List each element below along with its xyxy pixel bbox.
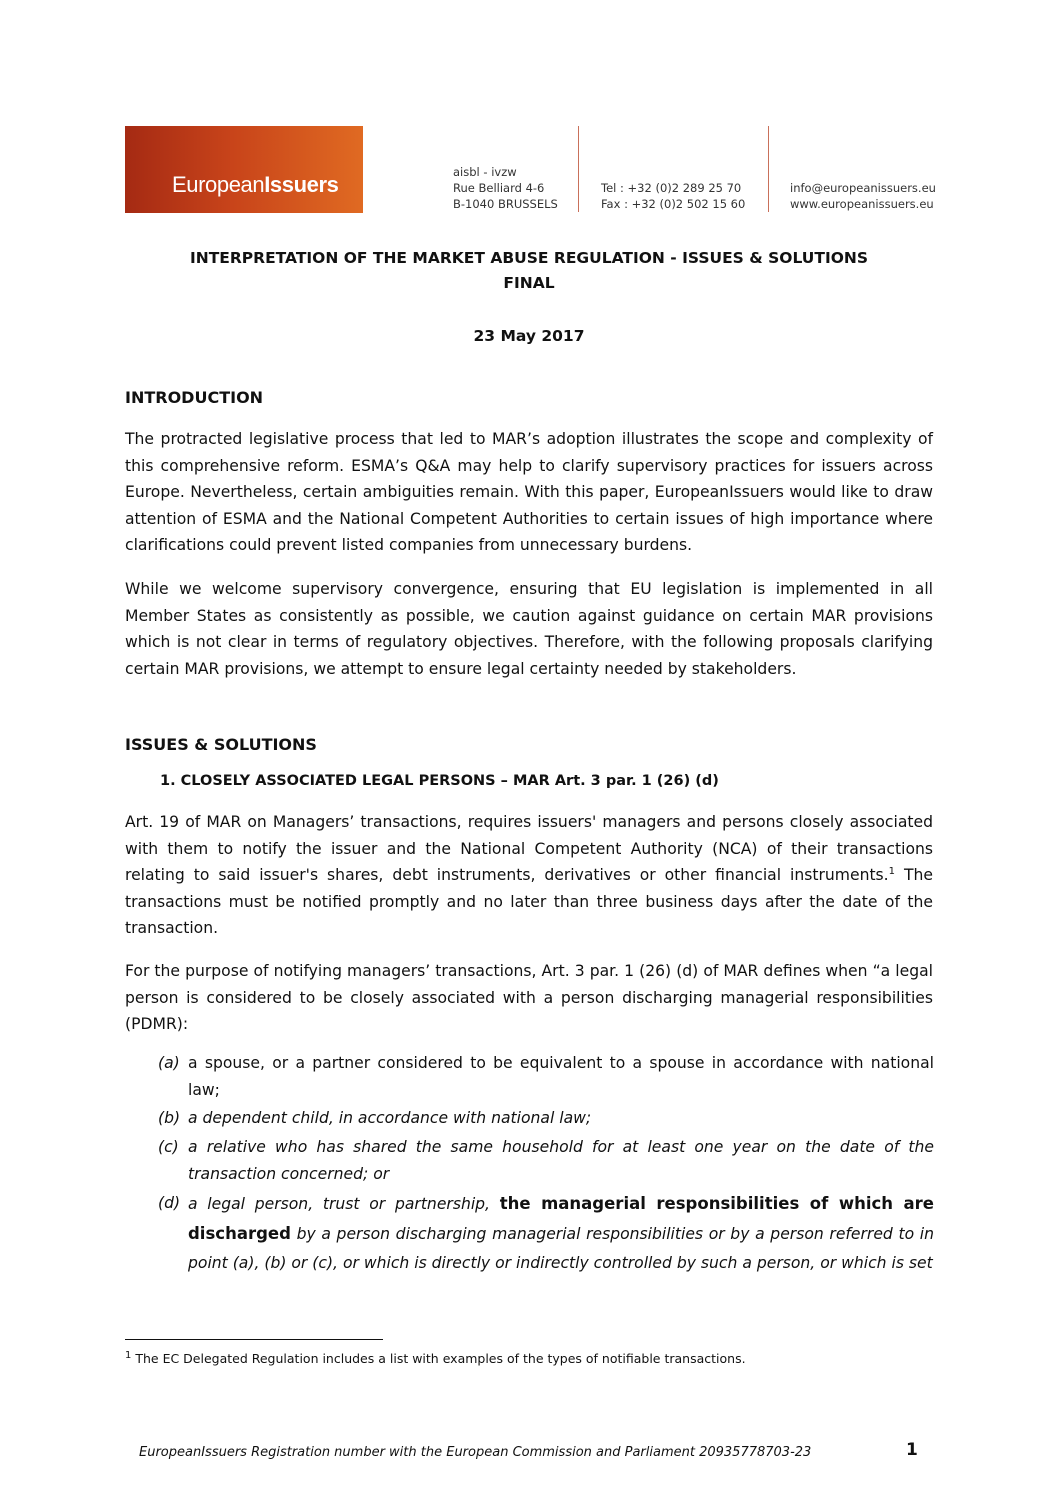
intro-paragraph-2: While we welcome supervisory convergence, ensuring that EU legislation is implemented in all Member States as consistently as possible, we caution against guidance on certain MAR provisions which is not clear in terms of regulatory objectives. Therefore, with the following proposals clarifying certain MAR provisions, we attempt to ensure legal certainty needed by stakeholders. [125,580,933,678]
list-text: a spouse, or a partner considered to be equivalent to a spouse in accordance with national law; [188,1054,934,1099]
list-item [158,1189,934,1278]
footnote [125,1351,746,1366]
header-divider [578,126,579,212]
footnote-text: The EC Delegated Regulation includes a list with examples of the types of notifiable transactions. [131,1351,746,1366]
section-heading-introduction: INTRODUCTION [125,388,264,407]
paragraph-text-cont: The transactions must be notified promptly and no later than three business days after the date of the transaction. [125,866,933,938]
header-divider [768,126,769,212]
email-link[interactable]: info@europeanissuers.eu [790,181,936,195]
section-heading-issues: ISSUES & SOLUTIONS [125,735,317,754]
european-issuers-logo [125,126,363,213]
website-link[interactable]: www.europeanissuers.eu [790,197,934,211]
address-line: B-1040 BRUSSELS [453,197,558,211]
list-text [188,1189,934,1278]
footnote-number: 1 [125,1349,132,1361]
list-label: (d) [158,1194,181,1212]
document-status: FINAL [503,274,555,292]
logo-text: EuropeanIssuers [172,172,339,197]
emphasis-text: the managerial responsibilities of which are discharged [188,1194,934,1243]
footnote-ref[interactable]: 1 [888,866,896,877]
phone-line: Tel : +32 (0)2 289 25 70 [601,181,742,195]
list-text: a dependent child, in accordance with national law; [188,1109,592,1127]
list-label: (a) [158,1054,180,1072]
list-item [158,1134,934,1188]
document-title: INTERPRETATION OF THE MARKET ABUSE REGULATION - ISSUES & SOLUTIONS [189,249,869,267]
page-footer: EuropeanIssuers Registration number with the European Commission and Parliament 20935778703-23 [139,1445,812,1460]
address-line: aisbl - ivzw [453,165,517,179]
document-date: 23 May 2017 [473,327,585,345]
issues-paragraph-2: For the purpose of notifying managers’ transactions, Art. 3 par. 1 (26) (d) of MAR defines when “a legal person is considered to be closely associated with a person discharging managerial responsibilities (PDMR): [125,962,933,1034]
intro-paragraph-1: The protracted legislative process that led to MAR’s adoption illustrates the scope and complexity of this comprehensive reform. ESMA’s Q&A may help to clarify supervisory practices for issuers across Europe. Nevertheless, certain ambiguities remain. With this paper, EuropeanIssuers would like to draw attention of ESMA and the National Competent Authorities to certain issues of high importance where clarifications could prevent listed companies from unnecessary burdens. [125,430,933,555]
issues-paragraph-1 [125,809,933,942]
phone-block [601,180,745,212]
contact-block [790,180,936,212]
fax-line: Fax : +32 (0)2 502 15 60 [601,197,746,211]
footnote-separator [125,1339,383,1340]
page-number: 1 [906,1440,918,1460]
address-block [453,164,558,212]
address-line: Rue Belliard 4-6 [453,181,545,195]
list-label: (c) [158,1138,179,1156]
list-text: a relative who has shared the same household for at least one year on the date of the transaction concerned; or [188,1138,934,1183]
list-label: (b) [158,1109,181,1127]
list-item [158,1105,934,1132]
subsection-heading-1: 1. CLOSELY ASSOCIATED LEGAL PERSONS – MAR Art. 3 par. 1 (26) (d) [160,773,719,789]
list-text-part: a legal person, trust or partnership, [188,1195,500,1213]
paragraph-text: Art. 19 of MAR on Managers’ transactions, requires issuers' managers and persons closely associated with them to notify the issuer and the National Competent Authority (NCA) of their transactions relating to said issuer's shares, debt instruments, derivatives or other financial instruments. [125,813,933,885]
list-text-part: by a person discharging managerial responsibilities or by a person referred to in point (a), (b) or (c), or which is directly or indirectly controlled by such a person, or which is set [188,1225,934,1272]
list-item [158,1050,934,1104]
